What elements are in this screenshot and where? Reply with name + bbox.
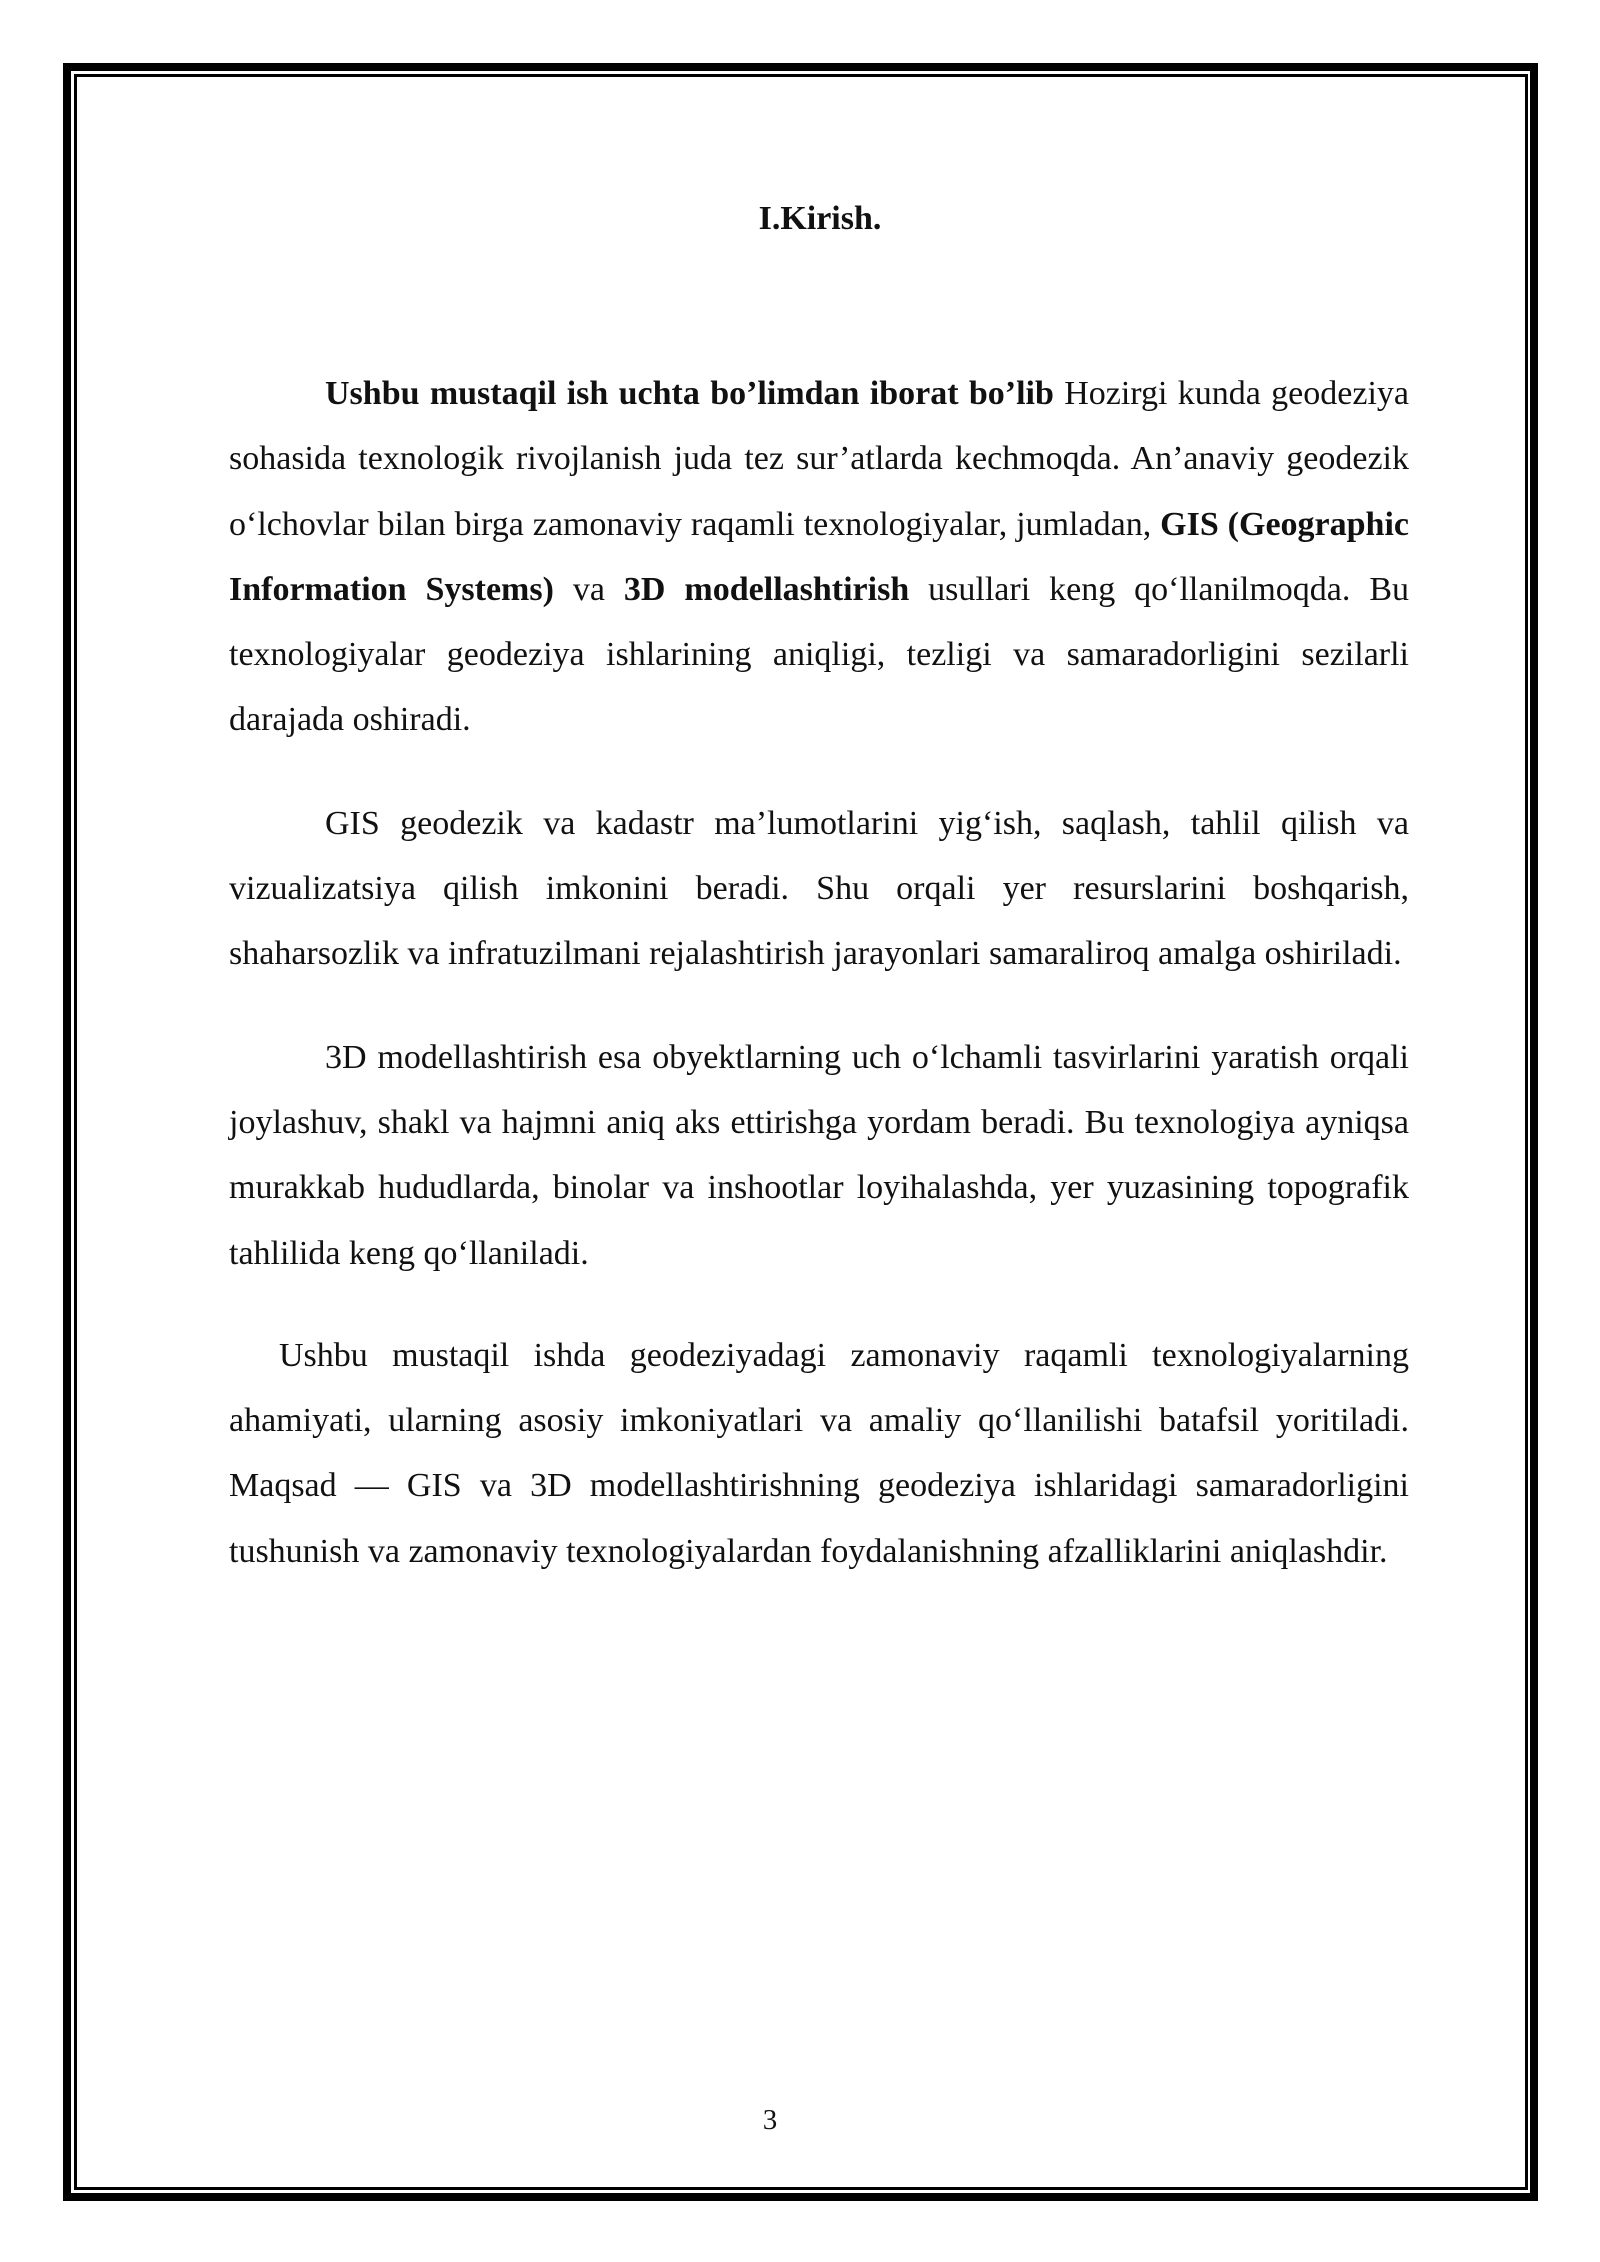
intro-text-a: Hozirgi kunda geodeziya sohasida texnologik rivojlanish juda tez sur’atlarda kechmoqda. An’anaviy geodezik o‘lchovlar bilan birga zamonaviy raqamli texnologiyalar, jumladan, (229, 375, 1409, 543)
bold-3d-term: 3D modellashtirish (623, 570, 910, 608)
page-number: 3 (762, 2104, 778, 2136)
paragraph-intro (229, 361, 1409, 753)
bold-gis-term: GIS (Geographic Information Systems) (229, 505, 1409, 608)
intro-text-b: va (553, 570, 624, 608)
document-body (229, 188, 1409, 1584)
bold-intro-phrase: Ushbu mustaqil ish uchta bo’limdan iborat bo’lib (325, 375, 1054, 412)
paragraph-goal: Ushbu mustaqil ishda geodeziyadagi zamonaviy raqamli texnologiyalarning ahamiyati, ularning asosiy imkoniyatlari va amaliy qo‘llanilishi batafsil yoritiladi. Maqsad — GIS va 3D modellashtirishning geodeziya ishlaridagi samaradorligini tushunish va zamonaviy texnologiyalardan foydalanishning afzalliklarini aniqlashdir. (229, 1336, 1409, 1570)
paragraph-3d-modelling: 3D modellashtirish esa obyektlarning uch o‘lchamli tasvirlarini yaratish orqali joylashuv, shakl va hajmni aniq aks ettirishga yordam beradi. Bu texnologiya ayniqsa murakkab hududlarda, binolar va inshootlar loyihalashda, yer yuzasining topografik tahlilida keng qo‘llaniladi. (229, 1038, 1409, 1272)
paragraph-gis: GIS geodezik va kadastr ma’lumotlarini yig‘ish, saqlash, tahlil qilish va vizualizatsiya qilish imkonini beradi. Shu orqali yer resurslarini boshqarish, shaharsozlik va infratuzilmani rejalashtirish jarayonlari samaraliroq amalga oshiriladi. (229, 804, 1409, 973)
intro-text-c: usullari keng qo‘llanilmoqda. Bu texnologiyalar geodeziya ishlarining aniqligi, tezligi va samaradorligini sezilarli darajada oshiradi. (229, 570, 1410, 739)
section-heading: I.Kirish. (758, 200, 882, 237)
